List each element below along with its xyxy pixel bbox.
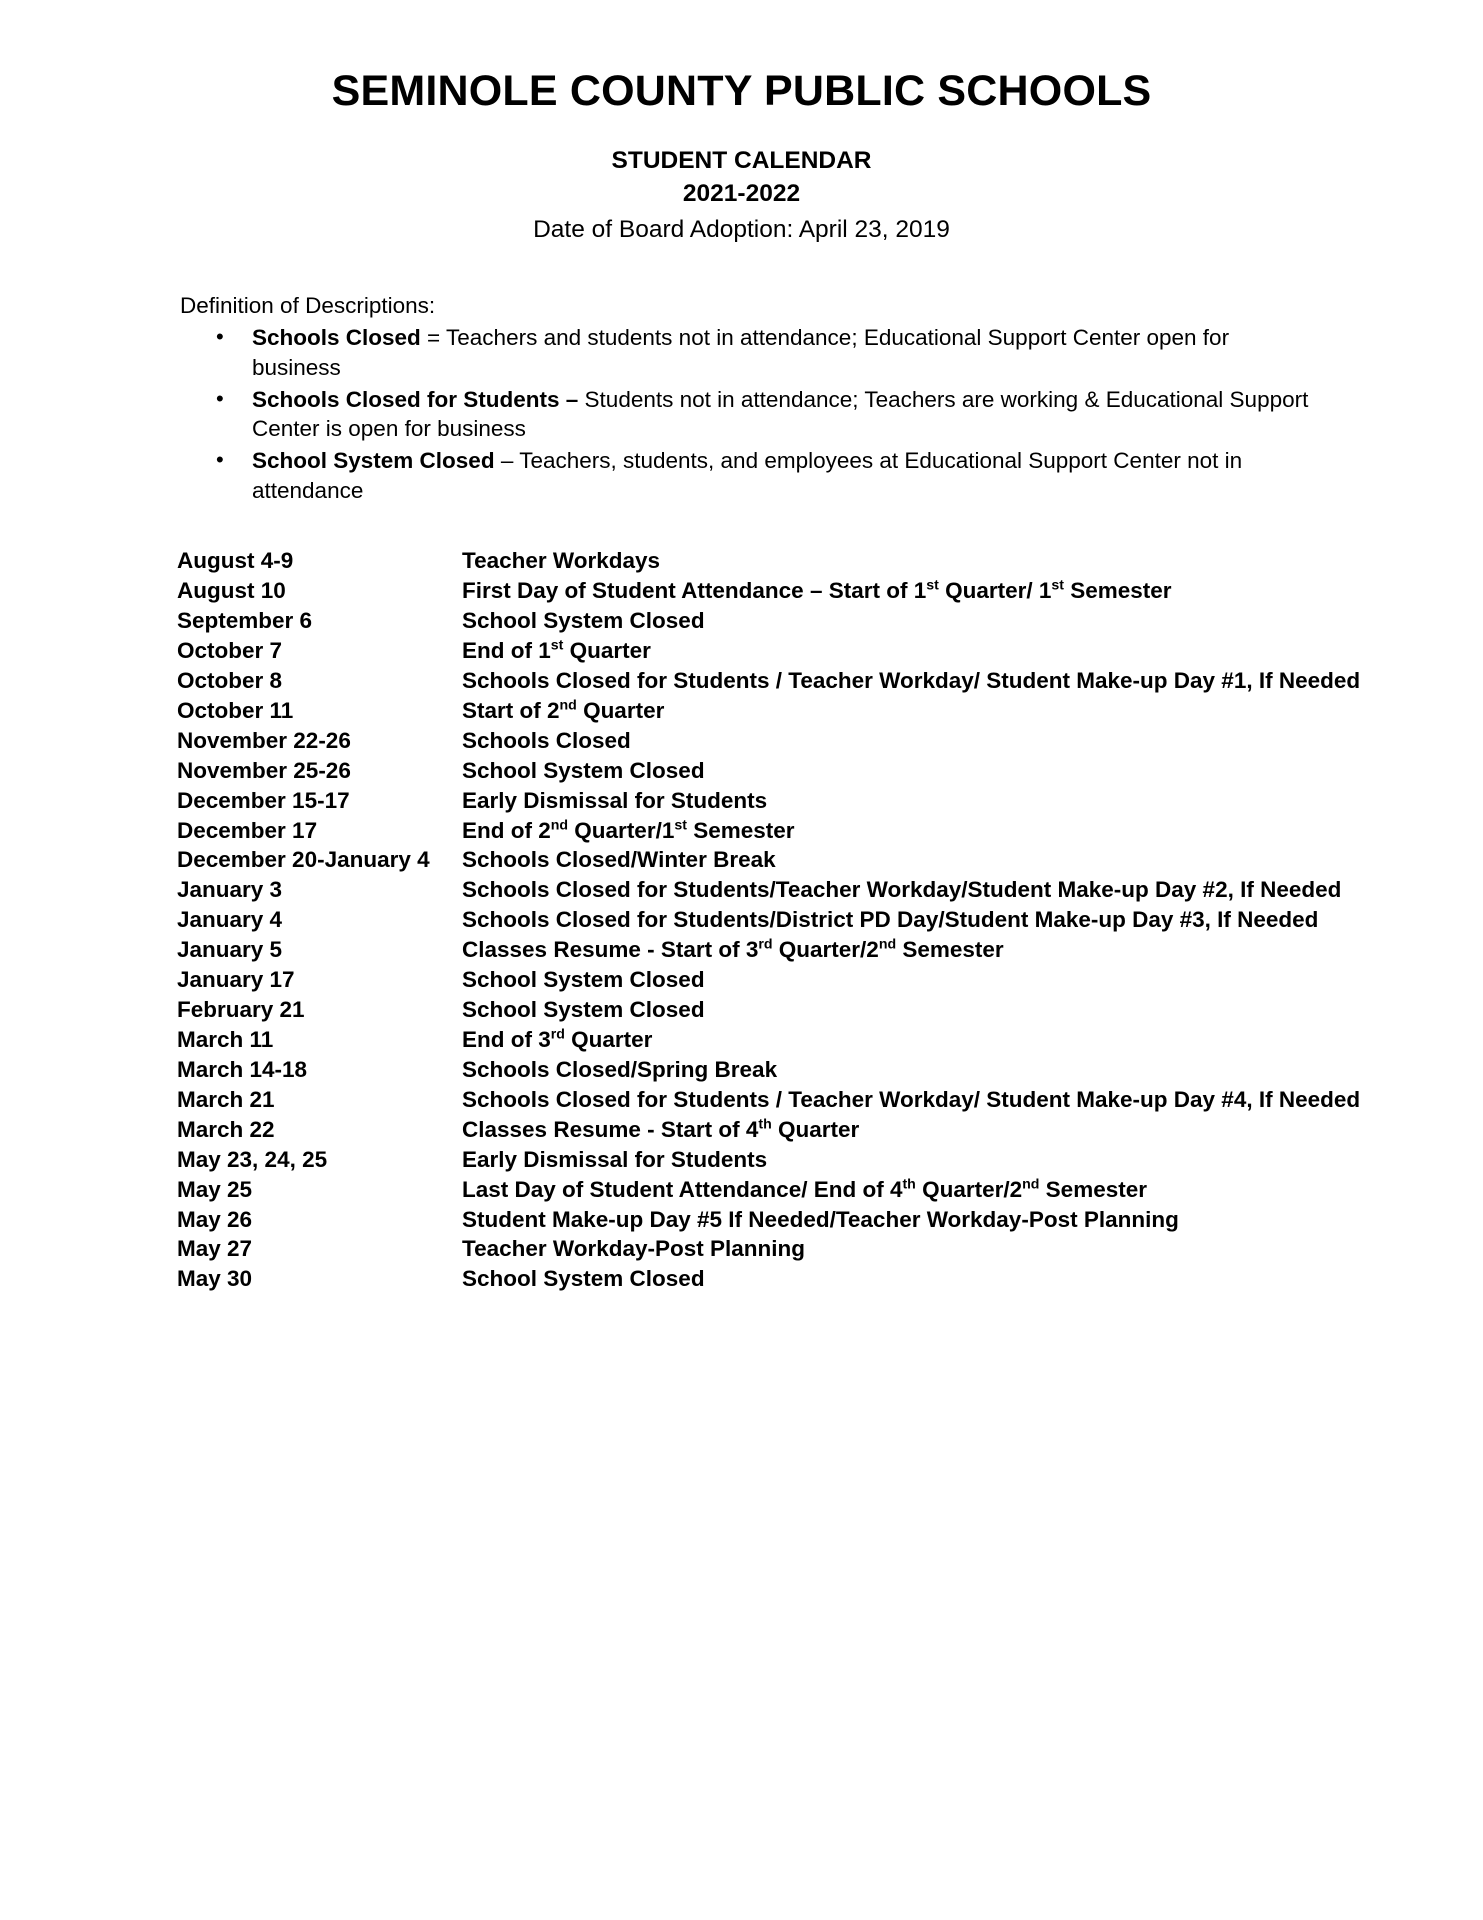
calendar-row [177, 546, 1423, 576]
calendar-event: Schools Closed [462, 727, 631, 753]
definition-item [180, 385, 1313, 445]
calendar-date: May 30 [177, 1266, 253, 1292]
calendar-date: May 23, 24, 25 [177, 1146, 328, 1172]
definition-description: Students not in attendance; Teachers are working & Educational Support Center is open for business [252, 386, 1309, 442]
calendar-date: March 22 [177, 1116, 275, 1142]
calendar-row [177, 1085, 1423, 1115]
bullet-icon: • [216, 323, 224, 349]
calendar-row [177, 636, 1423, 666]
calendar-row [177, 1264, 1423, 1294]
calendar-event: Teacher Workdays [462, 548, 661, 574]
calendar-row [177, 1055, 1423, 1085]
calendar-event: Schools Closed/Spring Break [462, 1056, 778, 1082]
calendar-date: May 27 [177, 1236, 253, 1262]
calendar-date: January 5 [177, 937, 283, 963]
calendar-event: School System Closed [462, 757, 705, 783]
calendar-event: Early Dismissal for Students [462, 1146, 768, 1172]
definition-description: – Teachers, students, and employees at Educational Support Center not in attendance [252, 448, 1243, 504]
calendar-event: End of 2nd Quarter/1st Semester [462, 817, 795, 843]
calendar-row [177, 935, 1423, 965]
calendar-row [177, 1025, 1423, 1055]
calendar-row [177, 786, 1423, 816]
calendar-date: November 22-26 [177, 727, 351, 753]
calendar-date: December 17 [177, 817, 318, 843]
calendar-row [177, 1145, 1423, 1175]
calendar-row [177, 666, 1423, 696]
calendar-event: School System Closed [462, 1266, 705, 1292]
calendar-row [177, 576, 1423, 606]
definitions-section [0, 291, 1483, 506]
calendar-row [177, 1234, 1423, 1264]
calendar-row [177, 965, 1423, 995]
subtitle-block [0, 145, 1483, 247]
calendar-list [0, 546, 1483, 1294]
calendar-row [177, 905, 1423, 935]
definition-item [180, 323, 1313, 383]
board-adoption-date: Date of Board Adoption: April 23, 2019 [533, 216, 950, 244]
calendar-row [177, 845, 1423, 875]
calendar-row [177, 726, 1423, 756]
calendar-date: October 8 [177, 667, 283, 693]
calendar-row [177, 995, 1423, 1025]
calendar-title: STUDENT CALENDAR [611, 147, 872, 175]
calendar-date: March 21 [177, 1086, 275, 1112]
calendar-row [177, 816, 1423, 846]
definition-term: Schools Closed [252, 324, 421, 350]
calendar-date: December 20-January 4 [177, 847, 430, 873]
calendar-event: Schools Closed for Students / Teacher Workday/ Student Make-up Day #4, If Needed [462, 1086, 1361, 1112]
calendar-event: End of 1st Quarter [462, 637, 651, 664]
calendar-date: May 26 [177, 1206, 253, 1232]
calendar-event: Last Day of Student Attendance/ End of 4th Quarter/2nd Semester [462, 1176, 1147, 1202]
calendar-date: January 4 [177, 907, 283, 933]
calendar-event: Classes Resume - Start of 4th Quarter [462, 1116, 860, 1142]
calendar-row [177, 1115, 1423, 1145]
bullet-icon: • [216, 447, 224, 473]
calendar-row [177, 875, 1423, 905]
calendar-event: End of 3rd Quarter [462, 1026, 653, 1052]
calendar-row [177, 1175, 1423, 1205]
calendar-event: Schools Closed for Students/Teacher Workday/Student Make-up Day #2, If Needed [462, 877, 1342, 903]
calendar-row [177, 756, 1423, 786]
definition-term: School System Closed [252, 448, 495, 474]
calendar-row [177, 606, 1423, 636]
calendar-event: Schools Closed for Students / Teacher Workday/ Student Make-up Day #1, If Needed [462, 667, 1361, 693]
calendar-date: October 11 [177, 697, 294, 723]
calendar-event: Student Make-up Day #5 If Needed/Teacher Workday-Post Planning [462, 1206, 1179, 1232]
definitions-heading: Definition of Descriptions: [180, 293, 436, 319]
calendar-row [177, 1205, 1423, 1235]
calendar-date: August 4-9 [177, 548, 294, 574]
definition-term: Schools Closed for Students – [252, 386, 579, 412]
calendar-event: First Day of Student Attendance – Start of 1st Quarter/ 1st Semester [462, 577, 1172, 604]
calendar-event: Classes Resume - Start of 3rd Quarter/2nd Semester [462, 936, 1004, 963]
page-title: SEMINOLE COUNTY PUBLIC SCHOOLS [331, 67, 1152, 115]
bullet-icon: • [216, 385, 224, 411]
calendar-date: December 15-17 [177, 787, 350, 813]
calendar-event: School System Closed [462, 967, 705, 993]
calendar-date: January 3 [177, 877, 283, 903]
calendar-date: May 25 [177, 1176, 253, 1202]
calendar-event: School System Closed [462, 608, 705, 634]
calendar-date: January 17 [177, 967, 295, 993]
calendar-event: Early Dismissal for Students [462, 787, 768, 813]
calendar-row [177, 696, 1423, 726]
calendar-date: August 10 [177, 578, 286, 604]
definition-description: = Teachers and students not in attendance; Educational Support Center open for business [252, 324, 1230, 380]
calendar-event: Schools Closed/Winter Break [462, 847, 776, 873]
calendar-event: School System Closed [462, 997, 705, 1023]
calendar-event: Schools Closed for Students/District PD Day/Student Make-up Day #3, If Needed [462, 907, 1319, 933]
definition-item [180, 446, 1313, 506]
calendar-date: February 21 [177, 997, 305, 1023]
calendar-date: October 7 [177, 638, 283, 664]
definitions-list [180, 323, 1313, 507]
calendar-date: November 25-26 [177, 757, 351, 783]
calendar-date: March 11 [177, 1027, 274, 1052]
school-year: 2021-2022 [682, 179, 801, 207]
calendar-event: Start of 2nd Quarter [462, 697, 665, 723]
calendar-event: Teacher Workday-Post Planning [462, 1236, 805, 1262]
calendar-date: September 6 [177, 608, 313, 634]
calendar-date: March 14-18 [177, 1056, 308, 1082]
